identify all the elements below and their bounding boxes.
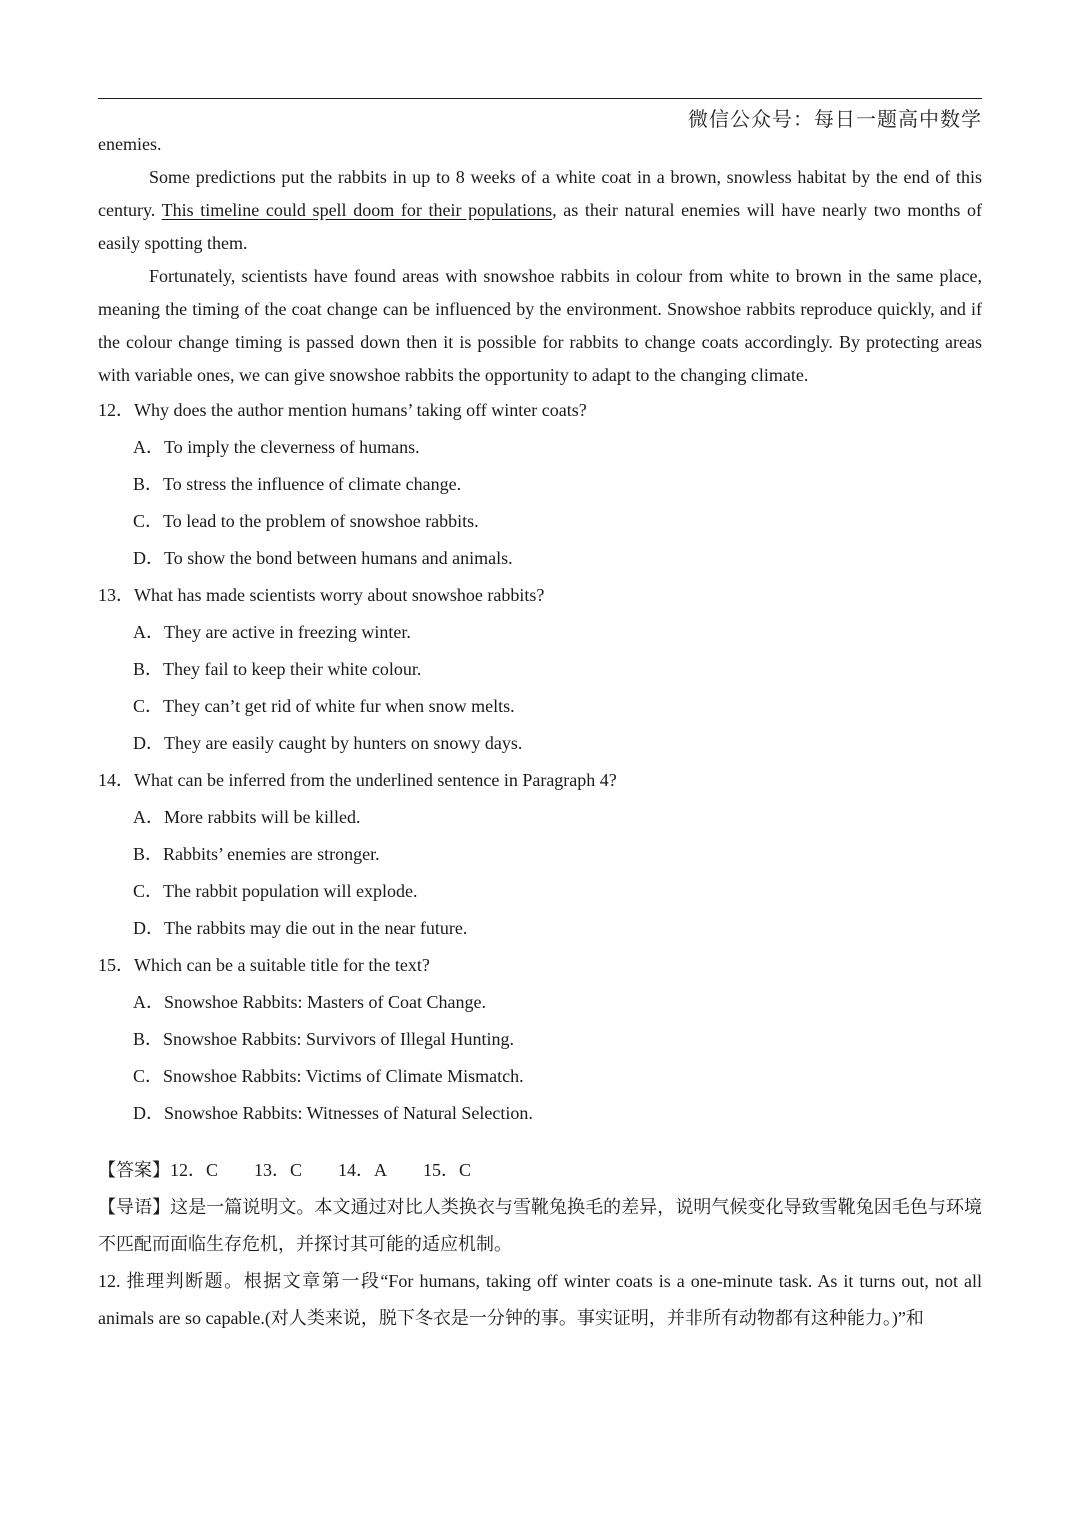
answer-key <box>98 1152 982 1189</box>
passage-fragment: enemies. <box>98 134 162 154</box>
guide-text: 【导语】这是一篇说明文。本文通过对比人类换衣与雪靴兔换毛的差异，说明气候变化导致雪靴兔因毛色与环境不匹配而面临生存危机，并探讨其可能的适应机制。 <box>98 1197 982 1254</box>
question-15 <box>98 947 982 1132</box>
option-a: A．They are active in freezing winter. <box>133 622 411 642</box>
option-a: A．Snowshoe Rabbits: Masters of Coat Change. <box>133 992 486 1012</box>
paragraph-text: Some predictions put the rabbits in up to 8 weeks of a white coat in a brown, snowless habitat by the end of this century. <box>98 167 982 220</box>
page-content <box>98 128 982 1337</box>
answer-item: 13．C <box>254 1160 303 1180</box>
option-a: A．To imply the cleverness of humans. <box>133 437 420 457</box>
option-d: D．To show the bond between humans and animals. <box>133 548 513 568</box>
header-rule <box>98 98 982 99</box>
option-c: C．To lead to the problem of snowshoe rabbits. <box>133 511 479 531</box>
option-b: B．They fail to keep their white colour. <box>133 659 422 679</box>
option-c: C．The rabbit population will explode. <box>133 881 418 901</box>
paragraph-text: , as their natural enemies will have nearly two months of easily spotting them. <box>98 200 982 253</box>
answer-item: 12．C <box>170 1160 219 1180</box>
question-stem: 15．Which can be a suitable title for the text? <box>98 955 430 975</box>
answer-item: 14．A <box>338 1160 388 1180</box>
option-c: C．Snowshoe Rabbits: Victims of Climate Mismatch. <box>133 1066 524 1086</box>
question-stem: 14．What can be inferred from the underlined sentence in Paragraph 4? <box>98 770 617 790</box>
option-b: B．To stress the influence of climate change. <box>133 474 462 494</box>
option-c: C．They can’t get rid of white fur when snow melts. <box>133 696 515 716</box>
question-stem: 12．Why does the author mention humans’ taking off winter coats? <box>98 400 587 420</box>
passage-paragraph-4 <box>98 161 982 260</box>
underlined-sentence: This timeline could spell doom for their populations <box>161 200 553 220</box>
question-13 <box>98 577 982 762</box>
option-d: D．They are easily caught by hunters on snowy days. <box>133 733 523 753</box>
question-12 <box>98 392 982 577</box>
question-stem: 13．What has made scientists worry about snowshoe rabbits? <box>98 585 545 605</box>
question-14 <box>98 762 982 947</box>
option-a: A．More rabbits will be killed. <box>133 807 361 827</box>
option-d: D．Snowshoe Rabbits: Witnesses of Natural Selection. <box>133 1103 533 1123</box>
answer-label: 【答案】 <box>98 1160 170 1180</box>
spacer <box>98 1132 982 1152</box>
analysis-text: 12. 推理判断题。根据文章第一段“For humans, taking off winter coats is a one-minute task. As it turns out, not all animals are so capable.(对人类来说，脱下冬衣是一分钟的事。事实证明，并非所有动物都有这种能力。)”和 <box>98 1271 982 1328</box>
option-b: B．Rabbits’ enemies are stronger. <box>133 844 380 864</box>
option-b: B．Snowshoe Rabbits: Survivors of Illegal Hunting. <box>133 1029 514 1049</box>
header-watermark: 微信公众号：每日一题高中数学 <box>688 107 982 131</box>
option-d: D．The rabbits may die out in the near future. <box>133 918 468 938</box>
answer-item: 15．C <box>423 1160 472 1180</box>
passage-paragraph-5: Fortunately, scientists have found areas with snowshoe rabbits in colour from white to brown in the same place, meaning the timing of the coat change can be influenced by the environment. Snowshoe rabbits reproduce quickly, and if the colour change timing is passed down then it is possible for rabbits to change coats accordingly. By protecting areas with variable ones, we can give snowshoe rabbits the opportunity to adapt to the changing climate. <box>98 266 982 385</box>
